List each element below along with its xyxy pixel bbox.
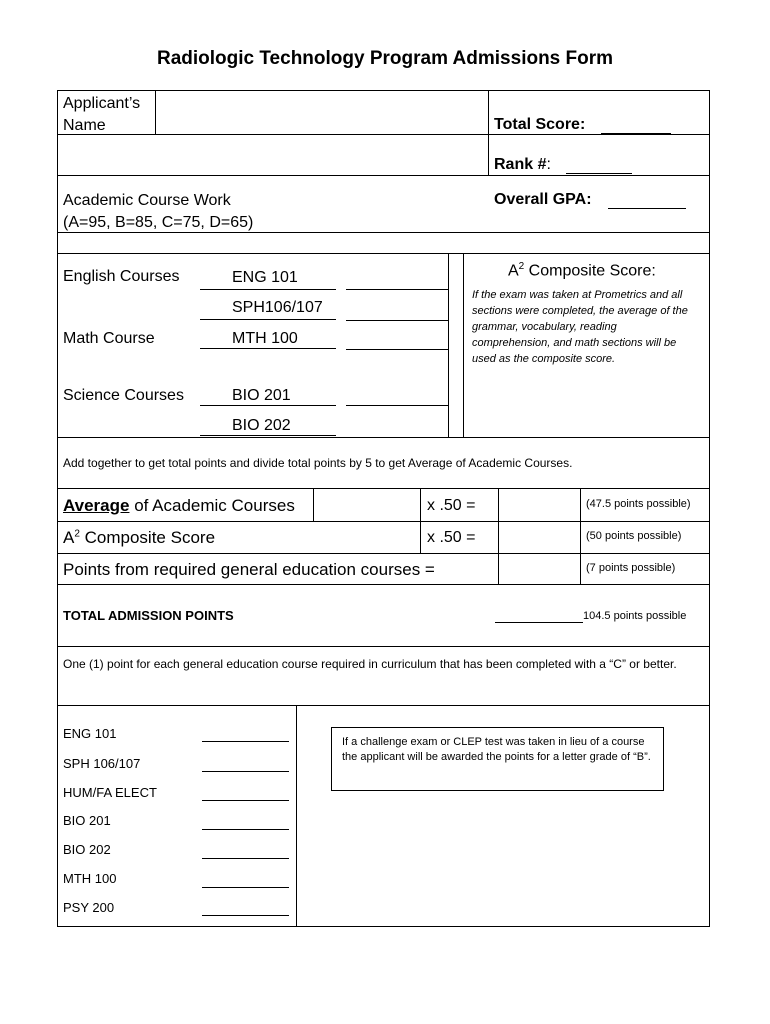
science-courses-label: Science Courses	[63, 387, 184, 404]
challenge-note: If a challenge exam or CLEP test was taken in lieu of a course the applicant will be awarded the points for a letter grade of “B”.	[342, 736, 651, 763]
gen-ed-points-label: Points from required general education courses =	[63, 560, 435, 579]
rank-label: Rank #:	[494, 156, 551, 173]
a2-possible: (50 points possible)	[586, 530, 682, 542]
a2-composite-title: $A^2$ Composite Score:	[508, 261, 656, 280]
gen-ed-course-5: BIO 202	[63, 842, 111, 857]
applicant-name-label: Applicant’s Name	[63, 95, 141, 134]
gen-ed-blank-6[interactable]	[202, 887, 289, 888]
average-multiplier: x .50 =	[427, 497, 476, 514]
gen-ed-blank-3[interactable]	[202, 800, 289, 801]
course-sph: SPH106/107	[232, 299, 323, 316]
average-result-field[interactable]	[500, 490, 578, 520]
a2-composite-note: If the exam was taken at Prometrics and all sections were completed, the average of the grammar, vocabulary, reading comprehension, and math sections will be used as the composite score.	[472, 289, 688, 365]
total-score-label: Total Score:	[494, 116, 586, 133]
english-courses-label: English Courses	[63, 268, 180, 285]
mth100-score-blank[interactable]	[346, 349, 448, 350]
gen-ed-blank-5[interactable]	[202, 858, 289, 859]
page-title: Radiologic Technology Program Admissions Form	[156, 48, 614, 69]
a2-result-field[interactable]	[500, 523, 578, 552]
gen-ed-course-2: SPH 106/107	[63, 756, 141, 771]
rank-blank[interactable]	[566, 173, 632, 174]
course-mth100: MTH 100	[232, 330, 298, 347]
gen-ed-course-4: BIO 201	[63, 813, 111, 828]
average-row-label: Average of Academic Courses	[63, 496, 295, 515]
eng101-score-blank[interactable]	[346, 289, 448, 290]
gen-ed-course-3: HUM/FA ELECT	[63, 785, 157, 800]
total-score-blank[interactable]	[601, 133, 671, 134]
course-bio202: BIO 202	[232, 417, 291, 434]
a2-multiplier: x .50 =	[427, 529, 476, 546]
gen-ed-blank-1[interactable]	[202, 741, 289, 742]
gen-ed-blank-2[interactable]	[202, 771, 289, 772]
a2-row-label: $A^2$ Composite Score	[63, 528, 216, 547]
average-possible: (47.5 points possible)	[586, 498, 691, 510]
gpa-label: Overall GPA:	[494, 191, 592, 208]
gen-ed-possible: (7 points possible)	[586, 562, 676, 574]
average-instructions: Add together to get total points and divide total points by 5 to get Average of Academic Courses.	[63, 456, 573, 470]
gen-ed-blank-7[interactable]	[202, 915, 289, 916]
gen-ed-blank-4[interactable]	[202, 829, 289, 830]
total-possible: 104.5 points possible	[583, 610, 687, 622]
applicant-name-field[interactable]	[160, 95, 482, 131]
course-bio201: BIO 201	[232, 387, 291, 404]
course-eng101: ENG 101	[232, 269, 298, 286]
gpa-blank[interactable]	[608, 208, 686, 209]
coursework-label: Academic Course Work (A=95, B=85, C=75, D=65)	[63, 192, 254, 231]
gen-ed-result-field[interactable]	[500, 555, 578, 583]
bio201-score-blank[interactable]	[346, 405, 448, 406]
sph-score-blank[interactable]	[346, 320, 448, 321]
gen-ed-instructions: One (1) point for each general education course required in curriculum that has been completed with a “C” or better.	[63, 657, 677, 671]
gen-ed-course-7: PSY 200	[63, 900, 115, 915]
gen-ed-course-1: ENG 101	[63, 726, 117, 741]
math-course-label: Math Course	[63, 330, 155, 347]
total-admission-blank[interactable]	[495, 622, 583, 623]
total-admission-label: TOTAL ADMISSION POINTS	[63, 608, 234, 623]
gen-ed-course-6: MTH 100	[63, 871, 117, 886]
